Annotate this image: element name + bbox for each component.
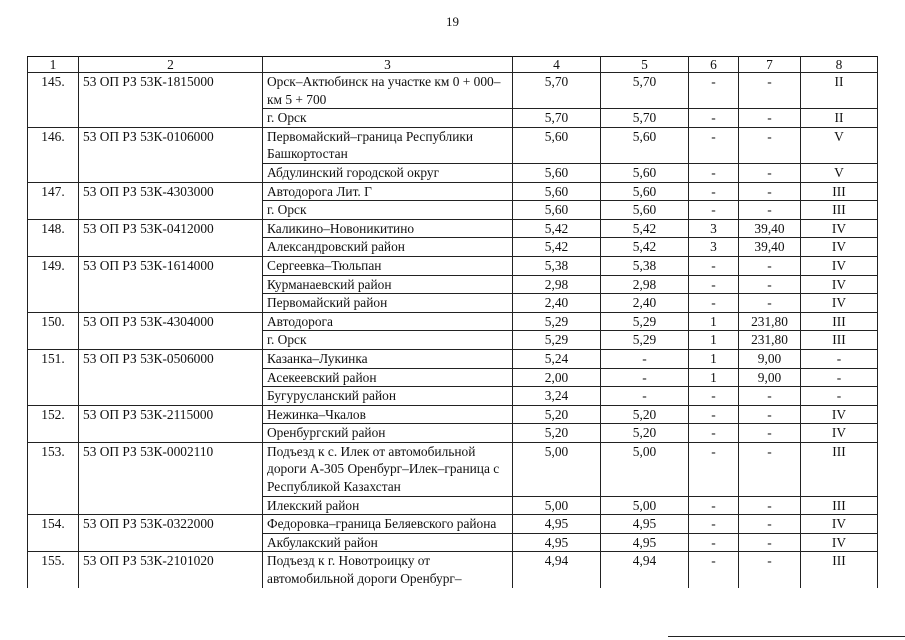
road-name: Курманаевский район — [263, 275, 513, 294]
column-header: 6 — [689, 57, 739, 73]
road-name: Автодорога — [263, 312, 513, 331]
bridges-count: - — [689, 127, 739, 163]
bridges-length: - — [739, 294, 801, 313]
bridges-count: - — [689, 201, 739, 220]
column-header: 7 — [739, 57, 801, 73]
table-row — [28, 182, 878, 201]
road-name: Александровский район — [263, 238, 513, 257]
road-code: 53 ОП РЗ 53К-1614000 — [79, 256, 263, 312]
roads-table — [27, 56, 878, 588]
length-paved: 5,42 — [601, 238, 689, 257]
road-name: Нежинка–Чкалов — [263, 405, 513, 424]
road-category: IV — [801, 405, 878, 424]
road-name: Подъезд к г. Новотроицку от автомобильной дороги Оренбург– — [263, 552, 513, 588]
bridges-count: - — [689, 405, 739, 424]
road-category: III — [801, 182, 878, 201]
road-category: - — [801, 349, 878, 368]
bridges-length: - — [739, 182, 801, 201]
length-paved: - — [601, 368, 689, 387]
road-name: Оренбургский район — [263, 424, 513, 443]
row-number: 148. — [28, 219, 79, 256]
road-name: г. Орск — [263, 201, 513, 220]
column-header: 3 — [263, 57, 513, 73]
bridges-length: - — [739, 127, 801, 163]
bridges-count: 1 — [689, 368, 739, 387]
road-category: IV — [801, 533, 878, 552]
row-number: 151. — [28, 349, 79, 405]
bridges-length: - — [739, 201, 801, 220]
bridges-length: - — [739, 424, 801, 443]
table-row — [28, 349, 878, 368]
length-total: 3,24 — [513, 387, 601, 406]
length-total: 5,60 — [513, 201, 601, 220]
bridges-length: 9,00 — [739, 349, 801, 368]
row-number: 149. — [28, 256, 79, 312]
road-code: 53 ОП РЗ 53К-0412000 — [79, 219, 263, 256]
length-total: 5,20 — [513, 405, 601, 424]
row-number: 154. — [28, 515, 79, 552]
length-paved: 5,42 — [601, 219, 689, 238]
bridges-length: - — [739, 496, 801, 515]
length-total: 5,70 — [513, 109, 601, 128]
bridges-length: - — [739, 533, 801, 552]
length-paved: 5,29 — [601, 312, 689, 331]
length-total: 2,00 — [513, 368, 601, 387]
bridges-count: - — [689, 533, 739, 552]
road-category: IV — [801, 219, 878, 238]
bridges-length: - — [739, 73, 801, 109]
length-paved: 5,20 — [601, 405, 689, 424]
row-number: 152. — [28, 405, 79, 442]
row-number: 153. — [28, 442, 79, 514]
length-paved: 5,60 — [601, 163, 689, 182]
length-total: 5,29 — [513, 312, 601, 331]
bridges-length: - — [739, 515, 801, 534]
road-code: 53 ОП РЗ 53К-0002110 — [79, 442, 263, 514]
road-name: Акбулакский район — [263, 533, 513, 552]
road-name: Сергеевка–Тюльпан — [263, 256, 513, 275]
bridges-length: 231,80 — [739, 331, 801, 350]
length-paved: 4,94 — [601, 552, 689, 588]
road-name: Казанка–Лукинка — [263, 349, 513, 368]
table-row — [28, 312, 878, 331]
length-paved: 5,70 — [601, 109, 689, 128]
length-total: 5,42 — [513, 238, 601, 257]
length-paved: 2,98 — [601, 275, 689, 294]
road-category: III — [801, 442, 878, 496]
road-name: Первомайский–граница Республики Башкортостан — [263, 127, 513, 163]
road-category: IV — [801, 424, 878, 443]
road-category: - — [801, 368, 878, 387]
road-category: IV — [801, 275, 878, 294]
road-category: III — [801, 496, 878, 515]
road-category: III — [801, 552, 878, 588]
table-header-row — [28, 57, 878, 73]
bridges-count: - — [689, 424, 739, 443]
road-name: г. Орск — [263, 331, 513, 350]
road-name: Асекеевский район — [263, 368, 513, 387]
length-total: 4,95 — [513, 533, 601, 552]
length-total: 5,70 — [513, 73, 601, 109]
length-paved: 5,20 — [601, 424, 689, 443]
column-header: 5 — [601, 57, 689, 73]
road-category: II — [801, 109, 878, 128]
length-paved: - — [601, 387, 689, 406]
column-header: 1 — [28, 57, 79, 73]
row-number: 147. — [28, 182, 79, 219]
road-code: 53 ОП РЗ 53К-0506000 — [79, 349, 263, 405]
bridges-count: - — [689, 275, 739, 294]
bridges-length: - — [739, 256, 801, 275]
bridges-count: - — [689, 515, 739, 534]
road-category: III — [801, 312, 878, 331]
table-row — [28, 405, 878, 424]
column-header: 4 — [513, 57, 601, 73]
table-row — [28, 256, 878, 275]
bridges-length: - — [739, 163, 801, 182]
road-category: III — [801, 331, 878, 350]
road-name: Орск–Актюбинск на участке км 0 + 000–км 5 + 700 — [263, 73, 513, 109]
length-paved: 2,40 — [601, 294, 689, 313]
bridges-length: - — [739, 109, 801, 128]
road-name: Бугурусланский район — [263, 387, 513, 406]
bridges-count: - — [689, 387, 739, 406]
length-paved: 5,29 — [601, 331, 689, 350]
road-name: Федоровка–граница Беляевского района — [263, 515, 513, 534]
length-total: 5,38 — [513, 256, 601, 275]
bridges-count: - — [689, 294, 739, 313]
road-name: Абдулинский городской округ — [263, 163, 513, 182]
bridges-count: 3 — [689, 219, 739, 238]
length-total: 5,60 — [513, 163, 601, 182]
length-paved: 4,95 — [601, 515, 689, 534]
road-category: IV — [801, 256, 878, 275]
road-name: Илекский район — [263, 496, 513, 515]
bridges-length: - — [739, 405, 801, 424]
road-name: Подъезд к с. Илек от автомобильной дороги А-305 Оренбург–Илек–граница с Республикой Казахстан — [263, 442, 513, 496]
bridges-length: 231,80 — [739, 312, 801, 331]
road-category: IV — [801, 515, 878, 534]
length-total: 2,40 — [513, 294, 601, 313]
road-code: 53 ОП РЗ 53К-0106000 — [79, 127, 263, 182]
bridges-length: 39,40 — [739, 238, 801, 257]
road-category: IV — [801, 238, 878, 257]
road-category: V — [801, 163, 878, 182]
length-total: 4,94 — [513, 552, 601, 588]
road-code: 53 ОП РЗ 53К-0322000 — [79, 515, 263, 552]
bridges-length: - — [739, 275, 801, 294]
road-category: - — [801, 387, 878, 406]
row-number: 150. — [28, 312, 79, 349]
length-paved: 5,70 — [601, 73, 689, 109]
bridges-length: - — [739, 387, 801, 406]
road-code: 53 ОП РЗ 53К-2101020 — [79, 552, 263, 588]
length-paved: 5,00 — [601, 442, 689, 496]
length-paved: 5,00 — [601, 496, 689, 515]
bridges-count: - — [689, 496, 739, 515]
length-paved: 5,38 — [601, 256, 689, 275]
length-total: 5,24 — [513, 349, 601, 368]
table-row — [28, 442, 878, 496]
road-name: Каликино–Новоникитино — [263, 219, 513, 238]
length-total: 5,60 — [513, 127, 601, 163]
road-code: 53 ОП РЗ 53К-1815000 — [79, 73, 263, 128]
length-total: 5,29 — [513, 331, 601, 350]
road-code: 53 ОП РЗ 53К-4304000 — [79, 312, 263, 349]
length-paved: 5,60 — [601, 182, 689, 201]
table-row — [28, 127, 878, 163]
length-total: 4,95 — [513, 515, 601, 534]
bridges-length: 39,40 — [739, 219, 801, 238]
road-category: IV — [801, 294, 878, 313]
bridges-count: - — [689, 256, 739, 275]
column-header: 8 — [801, 57, 878, 73]
road-code: 53 ОП РЗ 53К-4303000 — [79, 182, 263, 219]
bridges-length: - — [739, 442, 801, 496]
length-paved: 5,60 — [601, 127, 689, 163]
page-number: 19 — [446, 14, 459, 29]
road-category: III — [801, 201, 878, 220]
bridges-count: - — [689, 442, 739, 496]
table-row — [28, 219, 878, 238]
length-paved: 4,95 — [601, 533, 689, 552]
length-paved: - — [601, 349, 689, 368]
bridges-length: 9,00 — [739, 368, 801, 387]
row-number: 146. — [28, 127, 79, 182]
bridges-count: - — [689, 73, 739, 109]
bridges-count: 1 — [689, 312, 739, 331]
footer-rule — [668, 636, 905, 637]
road-name: г. Орск — [263, 109, 513, 128]
length-total: 5,00 — [513, 496, 601, 515]
bridges-count: - — [689, 109, 739, 128]
length-total: 2,98 — [513, 275, 601, 294]
table-row — [28, 552, 878, 588]
road-category: V — [801, 127, 878, 163]
bridges-count: - — [689, 182, 739, 201]
bridges-count: - — [689, 552, 739, 588]
table-row — [28, 73, 878, 109]
bridges-count: 1 — [689, 349, 739, 368]
row-number: 155. — [28, 552, 79, 588]
road-name: Первомайский район — [263, 294, 513, 313]
length-total: 5,20 — [513, 424, 601, 443]
length-total: 5,00 — [513, 442, 601, 496]
column-header: 2 — [79, 57, 263, 73]
bridges-count: 3 — [689, 238, 739, 257]
bridges-count: 1 — [689, 331, 739, 350]
road-category: II — [801, 73, 878, 109]
bridges-length: - — [739, 552, 801, 588]
length-total: 5,42 — [513, 219, 601, 238]
road-code: 53 ОП РЗ 53К-2115000 — [79, 405, 263, 442]
table-row — [28, 515, 878, 534]
row-number: 145. — [28, 73, 79, 128]
bridges-count: - — [689, 163, 739, 182]
road-name: Автодорога Лит. Г — [263, 182, 513, 201]
length-total: 5,60 — [513, 182, 601, 201]
length-paved: 5,60 — [601, 201, 689, 220]
